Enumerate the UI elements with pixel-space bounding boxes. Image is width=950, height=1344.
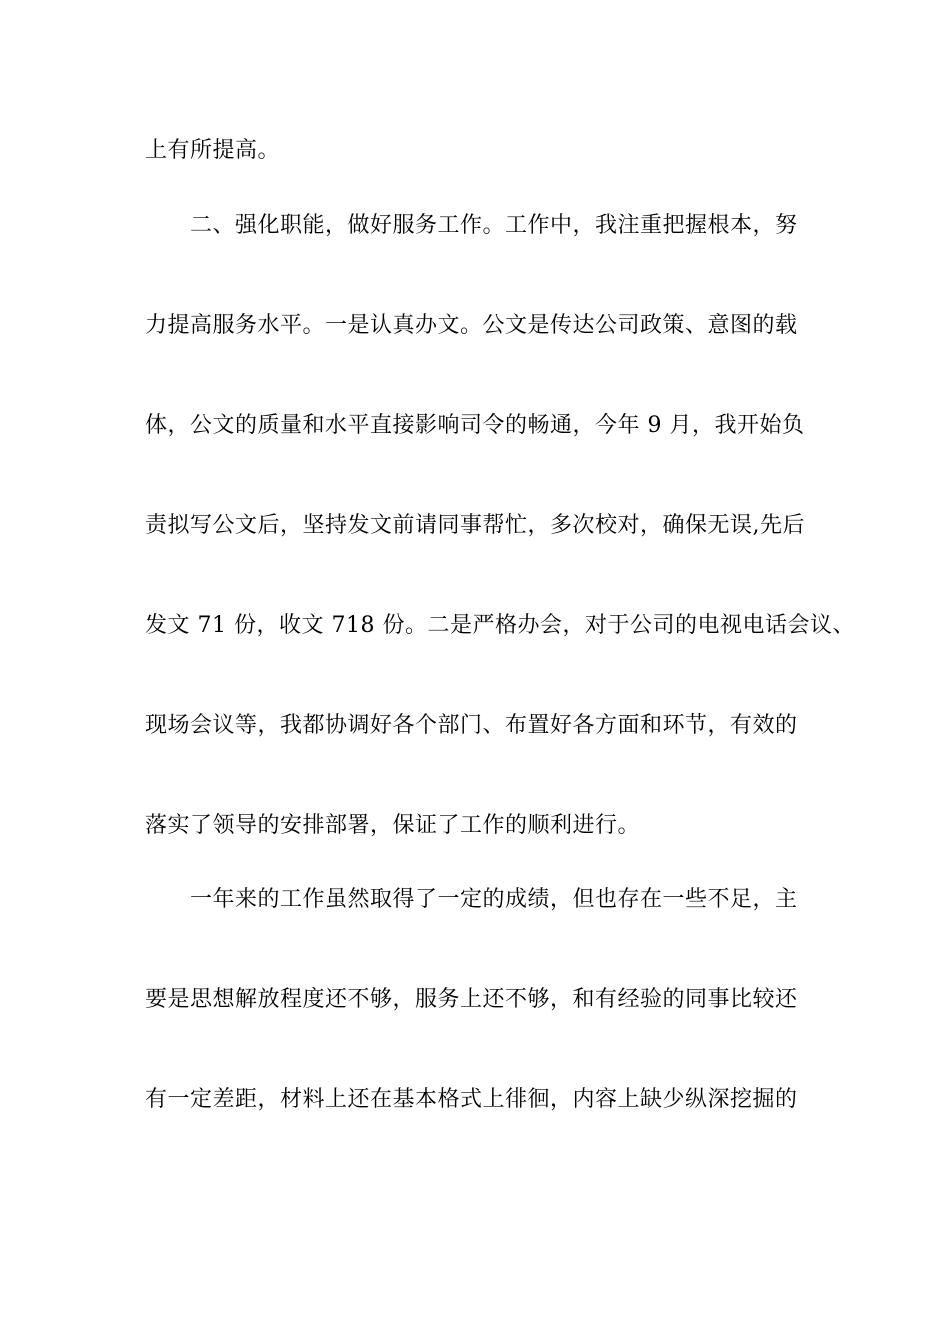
text-line: 落实了领导的安排部署，保证了工作的顺利进行。 [145, 813, 641, 838]
text-line: 有一定差距，材料上还在基本格式上徘徊，内容上缺少纵深挖掘的 [145, 1087, 798, 1112]
text-line: 责拟写公文后，坚持发文前请同事帮忙，多次校对，确保无误,先后 [145, 513, 805, 538]
text-line: 力提高服务水平。一是认真办文。公文是传达公司政策、意图的载 [145, 313, 798, 338]
text-line: 现场会议等，我都协调好各个部门、布置好各方面和环节，有效的 [145, 713, 798, 738]
text-line: 上有所提高。 [145, 138, 281, 163]
text-line: 要是思想解放程度还不够，服务上还不够，和有经验的同事比较还 [145, 987, 798, 1012]
text-line: 体，公文的质量和水平直接影响司令的畅通，今年 9 月，我开始负 [145, 413, 805, 438]
paragraph-start-line: 二、强化职能，做好服务工作。工作中，我注重把握根本，努 [190, 213, 798, 238]
paragraph-start-line: 一年来的工作虽然取得了一定的成绩，但也存在一些不足，主 [190, 887, 798, 912]
text-line: 发文 71 份，收文 718 份。二是严格办会，对于公司的电视电话会议、 [145, 613, 855, 638]
